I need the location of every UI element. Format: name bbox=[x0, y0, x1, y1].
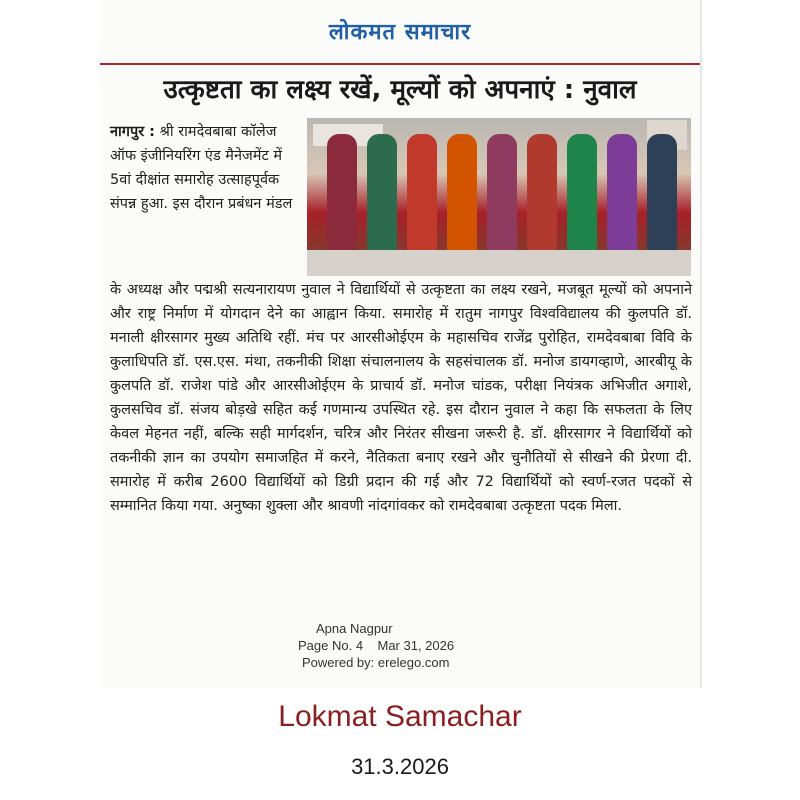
masthead-rule bbox=[100, 63, 700, 65]
photo-figure bbox=[447, 134, 477, 254]
clipping-date: 31.3.2026 bbox=[351, 754, 449, 779]
photo-figure bbox=[647, 134, 677, 254]
photo-figure bbox=[407, 134, 437, 254]
photo-stage bbox=[307, 250, 691, 276]
photo-figure bbox=[607, 134, 637, 254]
intro-text: श्री रामदेवबाबा कॉलेज ऑफ इंजीनियरिंग एंड मैनेजमेंट में 5वां दीक्षांत समारोह उत्साहपूर्वक संपन्न हुआ. इस दौरान प्रबंधन मंडल bbox=[110, 124, 293, 212]
photo-figure bbox=[527, 134, 557, 254]
convocation-photo bbox=[307, 118, 691, 276]
photo-figure bbox=[487, 134, 517, 254]
footer-edition: Apna Nagpur bbox=[316, 621, 393, 636]
photo-figure bbox=[567, 134, 597, 254]
article-body: के अध्यक्ष और पद्मश्री सत्यनारायण नुवाल ने विद्यार्थियों से उत्कृष्टता का लक्ष्य रखने, मजबूत मूल्यों को अपनाने और राष्ट्र निर्माण में योगदान देने का आह्वान किया. समारोह में रातुम नागपुर विश्वविद्यालय की कुलपति डॉ. मनाली क्षीरसागर मुख्य अतिथि रहीं. मंच पर आरसीओईएम के महासचिव राजेंद्र पुरोहित, रामदेवबाबा विवि के कुलाधिपति डॉ. एस.एस. मंथा, तकनीकी शिक्षा संचालनालय के सहसंचालक डॉ. मनोज डायगव्हाणे, आरबीयू के कुलपति डॉ. राजेश पांडे और आरसीओईएम के प्राचार्य डॉ. मनोज चांडक, परीक्षा नियंत्रक अभिजीत अगाशे, कुलसचिव डॉ. संजय बोड़खे सहित कई गणमान्य उपस्थित रहे. इस दौरान नुवाल ने कहा कि सफलता के लिए केवल मेहनत नहीं, बल्कि सही मार्गदर्शन, चरित्र और निरंतर सीखना जरूरी है. डॉ. क्षीरसागर ने विद्यार्थियों को तकनीकी ज्ञान का उपयोग समाजहित में करने, नैतिकता बनाए रखने और चुनौतियों से सीखने की प्रेरणा दी. समारोह में करीब 2600 विद्यार्थियों को डिग्री प्रदान की गई और 72 विद्यार्थियों को स्वर्ण-रजत पदकों से सम्मानित किया गया. अनुष्का शुक्ला और श्रावणी नांदगांवकर को रामदेवबाबा उत्कृष्टता पदक मिला. bbox=[110, 282, 692, 514]
photo-figure bbox=[367, 134, 397, 254]
intro-paragraph bbox=[110, 120, 298, 216]
photo-figure bbox=[327, 134, 357, 254]
dateline: नागपुर : bbox=[110, 124, 155, 140]
masthead: लोकमत समाचार bbox=[328, 20, 472, 45]
footer-powered-by: Powered by: erelego.com bbox=[302, 655, 450, 670]
newspaper-clipping bbox=[100, 0, 702, 688]
footer-page-date: Page No. 4 Mar 31, 2026 bbox=[298, 638, 455, 653]
clipping-footer bbox=[280, 620, 520, 671]
headline: उत्कृष्टता का लक्ष्य रखें, मूल्यों को अपनाएं : नुवाल bbox=[163, 75, 637, 105]
newspaper-name: Lokmat Samachar bbox=[278, 700, 522, 733]
